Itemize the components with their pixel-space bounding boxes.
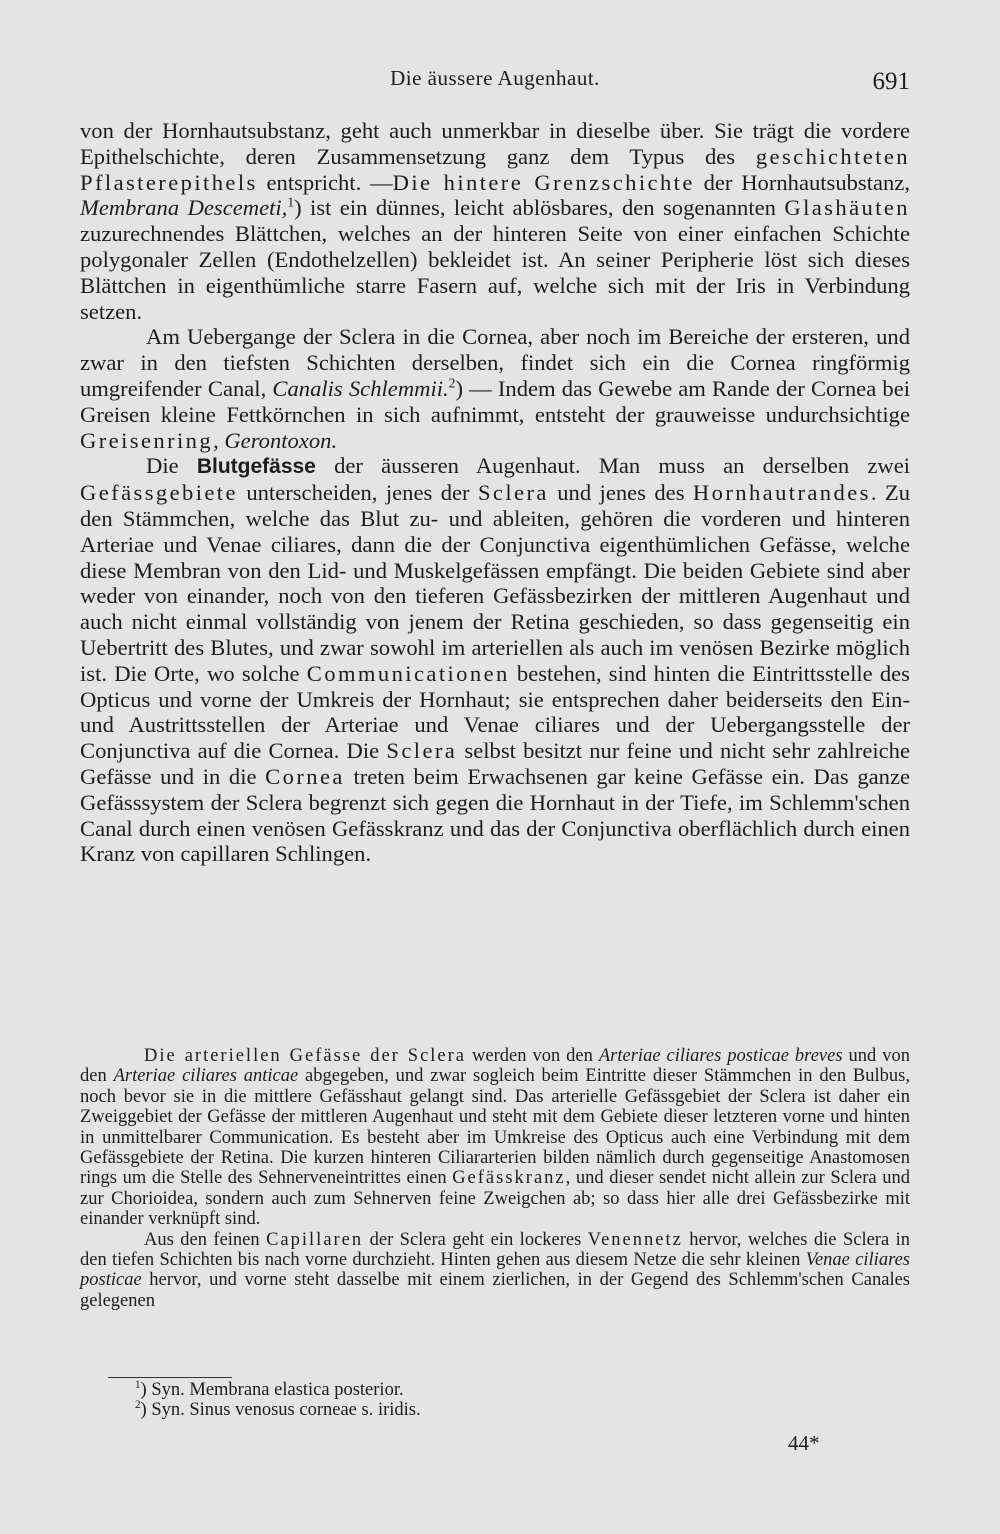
footnote-ref: 1 [287, 194, 295, 210]
paragraph-3 [80, 453, 910, 867]
main-text [80, 118, 910, 867]
text-run: und jenes des [548, 480, 693, 506]
footnote-1 [135, 1380, 835, 1400]
footnote-ref: 2 [448, 375, 456, 391]
paragraph-1 [80, 118, 910, 324]
text-run: Aus den feinen [144, 1229, 267, 1250]
text-run: ) — Indem das Gewebe am Rande der Cornea bei Greisen kleine Fettkörnchen in sich aufnimmt, entsteht der grauweisse undurchsichtige [80, 375, 910, 427]
text-run: entspricht. — [257, 169, 393, 195]
footnote-2 [135, 1400, 835, 1420]
italic-term: Canalis Schlemmii. [272, 375, 449, 401]
italic-term: Arteriae ciliares anticae [113, 1066, 299, 1087]
page-number: 691 [872, 68, 910, 95]
bold-heading-term: Blutgefässe [196, 455, 316, 479]
italic-term: Venae ciliares posticae [80, 1250, 910, 1291]
small-print-text [80, 1046, 910, 1311]
spaced-term: Venennetz [587, 1229, 683, 1250]
text-run: bestehen, sind hinten die Eintrittsstelle des Opticus und vorne der Umkreis der Hornhaut; sie entsprechen daher beiderseits den Ein- und Austrittsstellen der Arteriae und Venae ciliares und der Uebergangsstelle der Conjunctiva auf die Cornea. Die [80, 660, 910, 764]
text-run: . Zu den Stämmchen, welche das Blut zu- und ableiten, gehören die vorderen und hinteren Arteriae und Venae ciliares, dann die der Conjunctiva eigenthümlichen Gefässe, welche diese Membran von den Lid- und Muskelgefässen empfängt. Die beiden Gebiete sind aber weder von einander, noch von den tieferen Gefässbezirken der mittleren Augenhaut und auch nicht einmal vollständig von jenem der Retina geschieden, so dass gegenseitig ein Uebertritt des Blutes, und zwar sowohl im arteriellen als auch im venösen Bezirke möglich ist. Die Orte, wo solche [80, 480, 910, 686]
text-run: unterscheiden, jenes der [237, 480, 478, 506]
footnote-mark: 1 [135, 1378, 141, 1391]
small-paragraph-1 [80, 1046, 910, 1230]
spaced-term: Die hintere Grenzschichte [392, 169, 695, 195]
text-run: hervor, und vorne steht dasselbe mit einem zierlichen, in der Gegend des Schlemm'schen Canales gelegenen [80, 1270, 910, 1311]
text-run: abgegeben, und zwar sogleich beim Eintritte dieser Stämmchen in den Bulbus, noch bevor sie in die mittlere Gefässhaut gelangt sind. Das arterielle Gefässgebiet der Sclera ist daher ein Zweiggebiet der Gefässe der mittleren Augenhaut und steht mit dem Gebiete dieser letzteren vorne und hinten in unmittelbarer Communication. Es besteht aber im Umkreise des Opticus auch eine Verbindung mit dem Gefässgebiete der Retina. Die kurzen hinteren Ciliararterien bilden nämlich durch gegenseitige Anastomosen rings um die Stelle des Sehnerveneintrittes einen [80, 1066, 910, 1189]
spaced-term: Gefässkranz [452, 1168, 566, 1189]
spaced-term: Capillaren [266, 1229, 364, 1250]
spaced-term: Greisenring [80, 427, 214, 453]
italic-term: Membrana Descemeti, [80, 195, 288, 221]
spaced-term: Hornhautrandes [692, 480, 871, 506]
text-run: zuzurechnendes Blättchen, welches an der hinteren Seite von einer einfachen Schichte polygonaler Zellen (Endothelzellen) bekleidet ist. An seiner Peripherie löst sich dieses Blättchen in eigenthümliche starre Fasern auf, welche sich mit der Iris in Verbindung setzen. [80, 221, 910, 324]
footnotes [135, 1380, 835, 1420]
text-run: treten beim Erwachsenen gar keine Gefässe ein. Das ganze Gefässsystem der Sclera begrenzt sich gegen die Hornhaut in der Tiefe, im Schlemm'schen Canal durch einen venösen Gefässkranz und das der Conjunctiva oberflächlich durch einen Kranz von capillaren Schlingen. [80, 763, 911, 867]
text-run: der Hornhautsubstanz, [694, 169, 910, 195]
running-title: Die äussere Augenhaut. [390, 66, 600, 90]
spaced-term: Cornea [265, 763, 345, 789]
spaced-term: Die arteriellen Gefässe der Sclera [144, 1046, 467, 1066]
text-run: Am Uebergange der Sclera in die Cornea, aber noch im Bereiche der ersteren, und zwar in den tiefsten Schichten derselben, findet sich ein die Cornea ringförmig umgreifender Canal, [80, 324, 910, 401]
text-run: der äusseren Augenhaut. Man muss an derselben zwei [315, 453, 910, 479]
footnote-divider [108, 1377, 232, 1378]
text-run: , [213, 427, 225, 453]
small-paragraph-2 [80, 1230, 910, 1312]
text-run: der Sclera geht ein lockeres [363, 1229, 588, 1250]
text-run: hervor, welches die Sclera in den tiefen Schichten bis nach vorne durchzieht. Hinten gehen aus diesem Netze die sehr kleinen [80, 1229, 911, 1271]
text-run: werden von den [466, 1046, 599, 1066]
footnote-text: ) Syn. Sinus venosus corneae s. iridis. [140, 1400, 421, 1420]
text-run: Die [146, 453, 197, 479]
page-header [80, 66, 910, 100]
italic-term: Gerontoxon. [224, 427, 338, 453]
text-run: von der Hornhautsubstanz, geht auch unmerkbar in dieselbe über. Sie trägt die vordere Epithelschichte, deren Zusammensetzung ganz dem Typus des [80, 118, 910, 169]
text-run: , und dieser sendet nicht allein zur Sclera und zur Chorioidea, sondern auch zum Sehnerven feine Zweigchen ab; so dass hier alle drei Gefässbezirke mit einander verknüpft sind. [80, 1168, 910, 1230]
footnote-text: ) Syn. Membrana elastica posterior. [140, 1380, 404, 1400]
text-run: selbst besitzt nur feine und nicht sehr zahlreiche Gefässe und in die [80, 738, 910, 789]
footnote-mark: 2 [135, 1398, 141, 1411]
printer-signature: 44* [788, 1431, 820, 1455]
spaced-term: Sclera [477, 480, 549, 506]
spaced-term: Glashäuten [784, 195, 910, 221]
spaced-term: Communicationen [306, 660, 510, 686]
text-run: und von den [80, 1046, 910, 1087]
paragraph-2 [80, 324, 910, 453]
text-run: ) ist ein dünnes, leicht ablösbares, den sogenannten [294, 195, 785, 221]
spaced-term: Gefässgebiete [80, 480, 238, 506]
spaced-term: geschichteten Pflasterepithels [80, 143, 910, 195]
italic-term: Arteriae ciliares posticae breves [598, 1046, 843, 1066]
spaced-term: Sclera [386, 738, 458, 764]
